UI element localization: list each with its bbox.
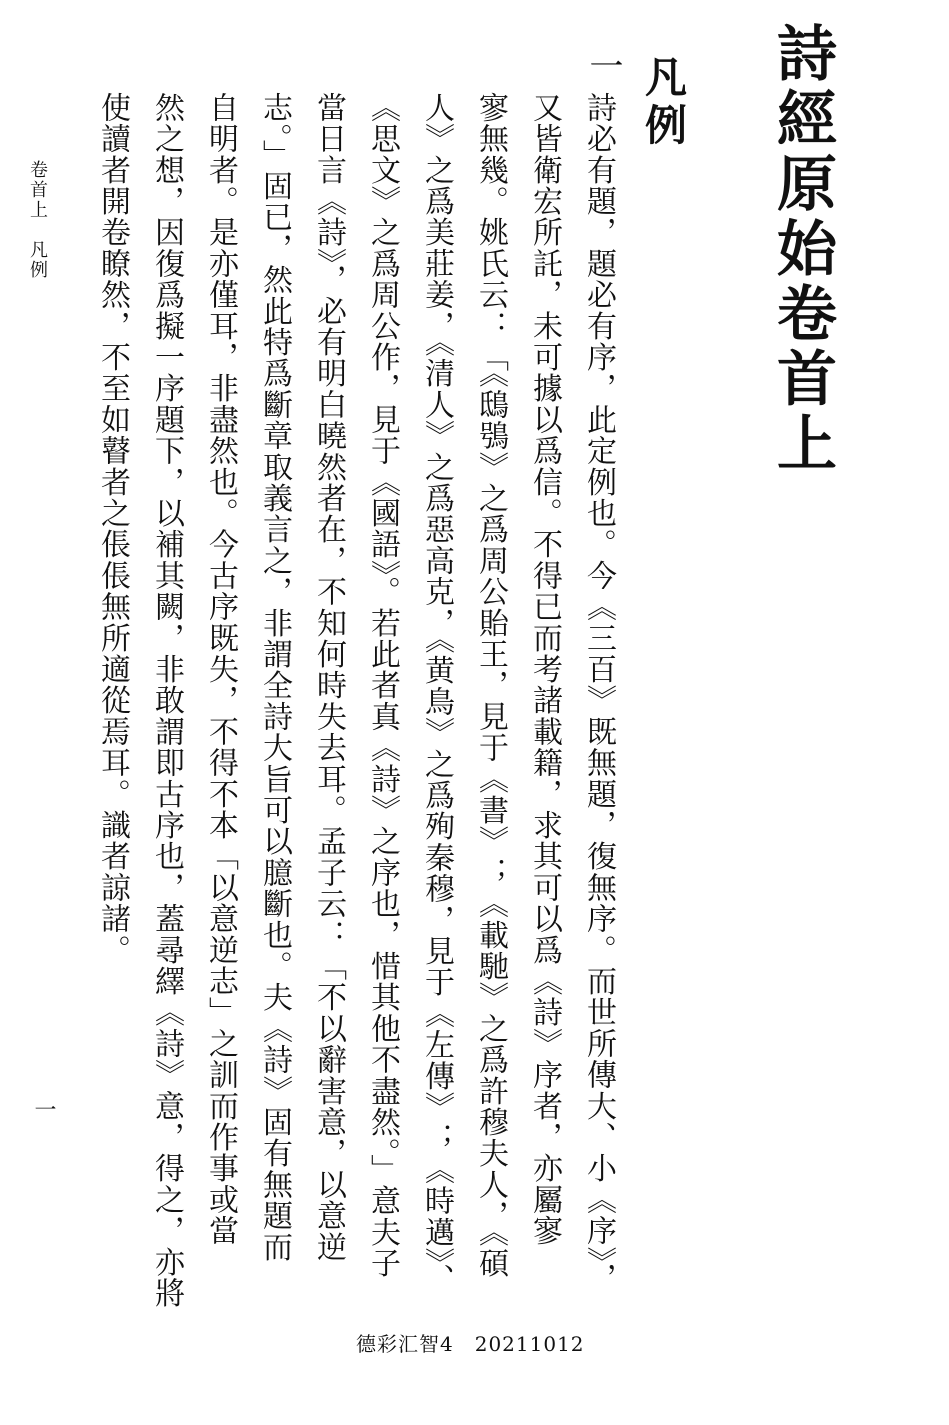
- item-marker: 一: [583, 48, 623, 82]
- footer-imprint: 德彩汇智4 20211012: [356, 1332, 585, 1356]
- page-number: 一: [31, 1098, 56, 1120]
- body-text: [80, 92, 620, 1307]
- text-column-5: 《思文》之爲周公作，見于《國語》。若此者真《詩》之序也，惜其他不盡然。」意夫子: [365, 92, 400, 1279]
- text-column-7: 志。」固已，然此特爲斷章取義言之，非謂全詩大旨可以臆斷也。夫《詩》固有無題而: [257, 92, 292, 1263]
- text-column-2: 又皆衛宏所託，未可據以爲信。不得已而考諸載籍，求其可以爲《詩》序者，亦屬寥: [527, 92, 562, 1247]
- running-header: 卷首上 凡例: [27, 160, 48, 280]
- text-column-8: 自明者。是亦僅耳，非盡然也。今古序既失，不得不本「以意逆志」之訓而作事或當: [203, 92, 238, 1247]
- text-column-9: 然之想，因復爲擬一序題下，以補其闕，非敢謂即古序也，蓋尋繹《詩》意，得之，亦將: [149, 92, 184, 1309]
- text-column-3: 寥無幾。姚氏云：「《鴟鴞》之爲周公貽王，見于《書》；《載馳》之爲許穆夫人，《碩: [473, 92, 508, 1279]
- text-column-1: 詩必有題，題必有序，此定例也。今《三百》既無題，復無序。而世所傳大、小《序》，: [581, 92, 616, 1294]
- text-column-10: 使讀者開卷瞭然，不至如瞽者之倀倀無所適從焉耳。識者諒諸。: [95, 92, 130, 966]
- text-column-4: 人》之爲美莊姜，《清人》之爲惡高克，《黄鳥》之爲殉秦穆，見于《左傳》；《時邁》、: [419, 92, 454, 1295]
- text-column-6: 當日言《詩》，必有明白曉然者在，不知何時失去耳。孟子云：「不以辭害意，以意逆: [311, 92, 346, 1263]
- book-title: 詩經原始卷首上: [767, 22, 837, 477]
- section-heading: 凡例: [639, 55, 688, 151]
